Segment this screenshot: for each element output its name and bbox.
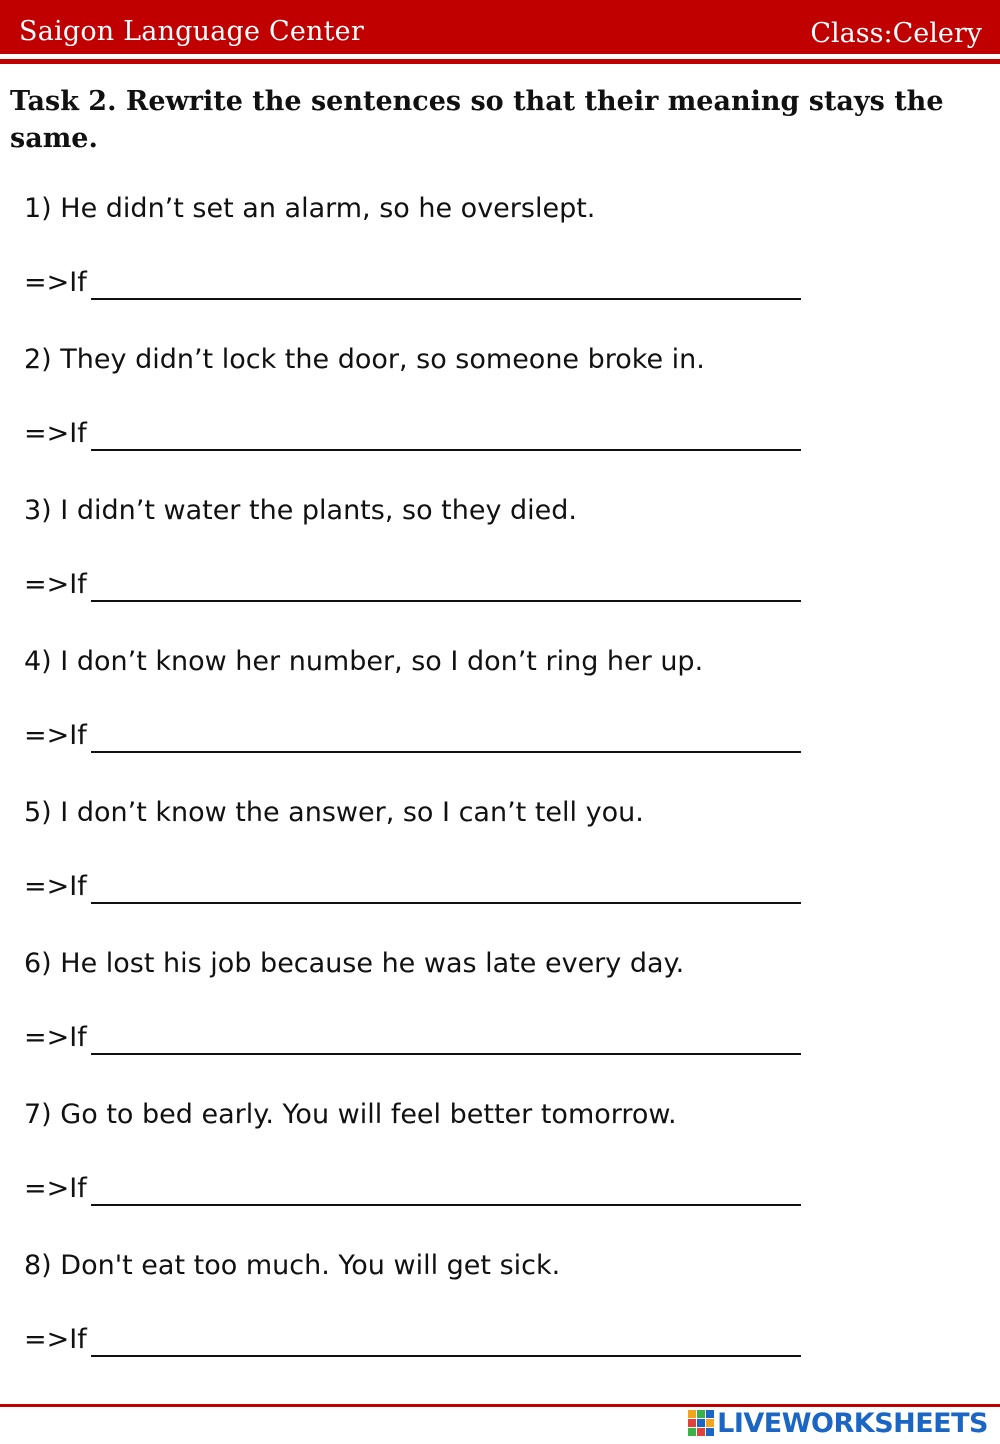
answer-blank[interactable] [91, 902, 801, 904]
answer-blank[interactable] [91, 751, 801, 753]
answer-row [24, 418, 801, 454]
exercise-sentence: 4) I don’t know her number, so I don’t ring her up. [24, 646, 704, 677]
exercise-item [24, 646, 824, 751]
answer-row [24, 267, 801, 303]
answer-blank[interactable] [91, 1204, 801, 1206]
task-title: Task 2. Rewrite the sentences so that their meaning stays the same. [10, 86, 944, 154]
exercise-sentence: 3) I didn’t water the plants, so they died. [24, 495, 578, 526]
exercise-sentence: 1) He didn’t set an alarm, so he overslept. [24, 193, 596, 224]
answer-row [24, 1324, 801, 1360]
answer-row [24, 1173, 801, 1209]
exercise-item [24, 193, 824, 298]
school-name: Saigon Language Center [19, 16, 364, 47]
exercise-item [24, 1250, 824, 1355]
answer-row [24, 720, 801, 756]
answer-prefix: =>If [24, 569, 87, 600]
exercise-sentence: 2) They didn’t lock the door, so someone broke in. [24, 344, 705, 375]
exercise-item [24, 797, 824, 902]
answer-row [24, 569, 801, 605]
class-label: Class:Celery [810, 18, 982, 49]
answer-prefix: =>If [24, 1173, 87, 1204]
exercise-sentence: 5) I don’t know the answer, so I can’t tell you. [24, 797, 644, 828]
header-divider [0, 59, 1000, 64]
answer-blank[interactable] [91, 1355, 801, 1357]
answer-blank[interactable] [91, 600, 801, 602]
exercise-sentence: 6) He lost his job because he was late every day. [24, 948, 685, 979]
exercise-item [24, 1099, 824, 1204]
answer-prefix: =>If [24, 1324, 87, 1355]
answer-row [24, 1022, 801, 1058]
answer-blank[interactable] [91, 449, 801, 451]
liveworksheets-logo-icon [688, 1410, 714, 1436]
answer-prefix: =>If [24, 267, 87, 298]
answer-prefix: =>If [24, 1022, 87, 1053]
exercise-item [24, 948, 824, 1053]
exercise-sentence: 8) Don't eat too much. You will get sick. [24, 1250, 561, 1281]
answer-blank[interactable] [91, 298, 801, 300]
answer-prefix: =>If [24, 720, 87, 751]
answer-row [24, 871, 801, 907]
liveworksheets-brand[interactable] [688, 1409, 988, 1437]
exercise-sentence: 7) Go to bed early. You will feel better tomorrow. [24, 1099, 677, 1130]
exercise-item [24, 495, 824, 600]
answer-blank[interactable] [91, 1053, 801, 1055]
answer-prefix: =>If [24, 418, 87, 449]
exercise-item [24, 344, 824, 449]
answer-prefix: =>If [24, 871, 87, 902]
brand-text: LIVEWORKSHEETS [717, 1407, 988, 1439]
